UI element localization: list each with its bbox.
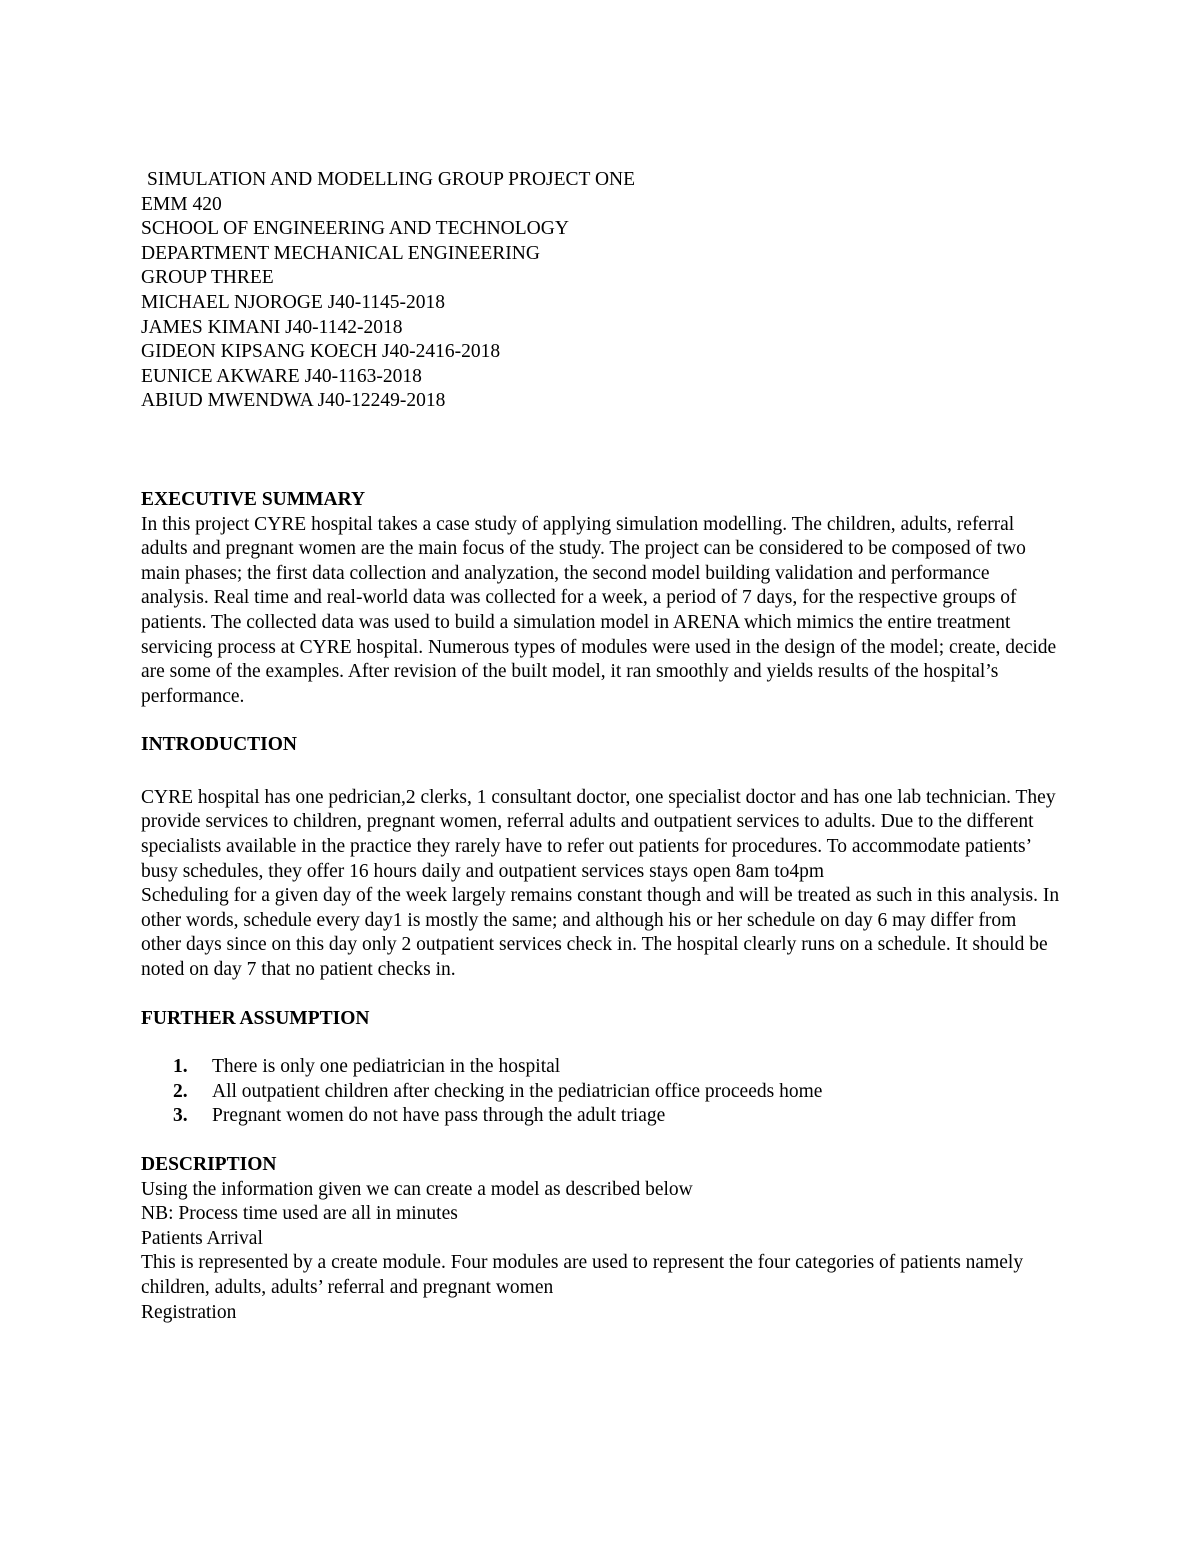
executive-summary-body: In this project CYRE hospital takes a case study of applying simulation modelling. The children, adults, referral adults and pregnant women are the main focus of the study. The project can be considered to be composed of two main phases; the first data collection and analyzation, the second model building validation and performance analysis. Real time and real-world data was collected for a week, a period of 7 days, for the respective groups of patients. The collected data was used to build a simulation model in ARENA which mimics the entire treatment servicing process at CYRE hospital. Numerous types of modules were used in the design of the model; create, decide are some of the examples. After revision of the built model, it ran smoothly and yields results of the hospital’s performance. [141, 513, 1057, 707]
list-number: 3. [173, 1105, 188, 1127]
member-3: GIDEON KIPSANG KOECH J40-2416-2018 [141, 341, 501, 363]
list-item [141, 1055, 1061, 1080]
member-4: EUNICE AKWARE J40-1163-2018 [141, 365, 422, 387]
description-line-2: NB: Process time used are all in minutes [141, 1203, 458, 1225]
title-block [141, 168, 1061, 414]
introduction-paragraph-2: Scheduling for a given day of the week largely remains constant though and will be treated as such in this analysis. In other words, schedule every day1 is mostly the same; and although his or her schedule on day 6 may differ from other days since on this day only 2 outpatient services check in. The hospital clearly runs on a schedule. It should be noted on day 7 that no patient checks in. [141, 885, 1060, 981]
list-number: 2. [173, 1080, 188, 1102]
executive-summary-heading: EXECUTIVE SUMMARY [141, 488, 366, 510]
introduction-paragraph-1: CYRE hospital has one pedrician,2 clerks, 1 consultant doctor, one specialist doctor and has one lab technician. They provide services to children, pregnant women, referral adults and outpatient services to adults. Due to the different specialists available in the practice they rarely have to refer out patients for procedures. To accommodate patients’ busy schedules, they offer 16 hours daily and outpatient services stays open 8am to4pm [141, 786, 1056, 882]
member-2: JAMES KIMANI J40-1142-2018 [141, 316, 403, 338]
description-line-5: Registration [141, 1301, 237, 1323]
document-content [141, 168, 1061, 1325]
school-name: SCHOOL OF ENGINEERING AND TECHNOLOGY [141, 218, 569, 240]
project-title: SIMULATION AND MODELLING GROUP PROJECT ONE [147, 169, 636, 190]
list-item [141, 1104, 1061, 1129]
list-text: All outpatient children after checking in the pediatrician office proceeds home [212, 1080, 823, 1102]
list-text: Pregnant women do not have pass through the adult triage [212, 1105, 666, 1127]
description-line-4: This is represented by a create module. Four modules are used to represent the four categories of patients namely children, adults, adults’ referral and pregnant women [141, 1252, 1024, 1298]
description-line-1: Using the information given we can create a model as described below [141, 1178, 693, 1200]
description-line-3: Patients Arrival [141, 1227, 263, 1249]
department-name: DEPARTMENT MECHANICAL ENGINEERING [141, 242, 540, 264]
assumptions-list [141, 1055, 1061, 1129]
description-heading: DESCRIPTION [141, 1154, 277, 1175]
member-5: ABIUD MWENDWA J40-12249-2018 [141, 390, 446, 412]
course-code: EMM 420 [141, 193, 222, 215]
group-name: GROUP THREE [141, 267, 274, 289]
list-text: There is only one pediatrician in the hospital [212, 1056, 561, 1078]
member-1: MICHAEL NJOROGE J40-1145-2018 [141, 291, 446, 313]
introduction-heading: INTRODUCTION [141, 734, 298, 756]
list-item [141, 1080, 1061, 1105]
list-number: 1. [173, 1056, 188, 1078]
further-assumption-heading: FURTHER ASSUMPTION [141, 1007, 370, 1029]
